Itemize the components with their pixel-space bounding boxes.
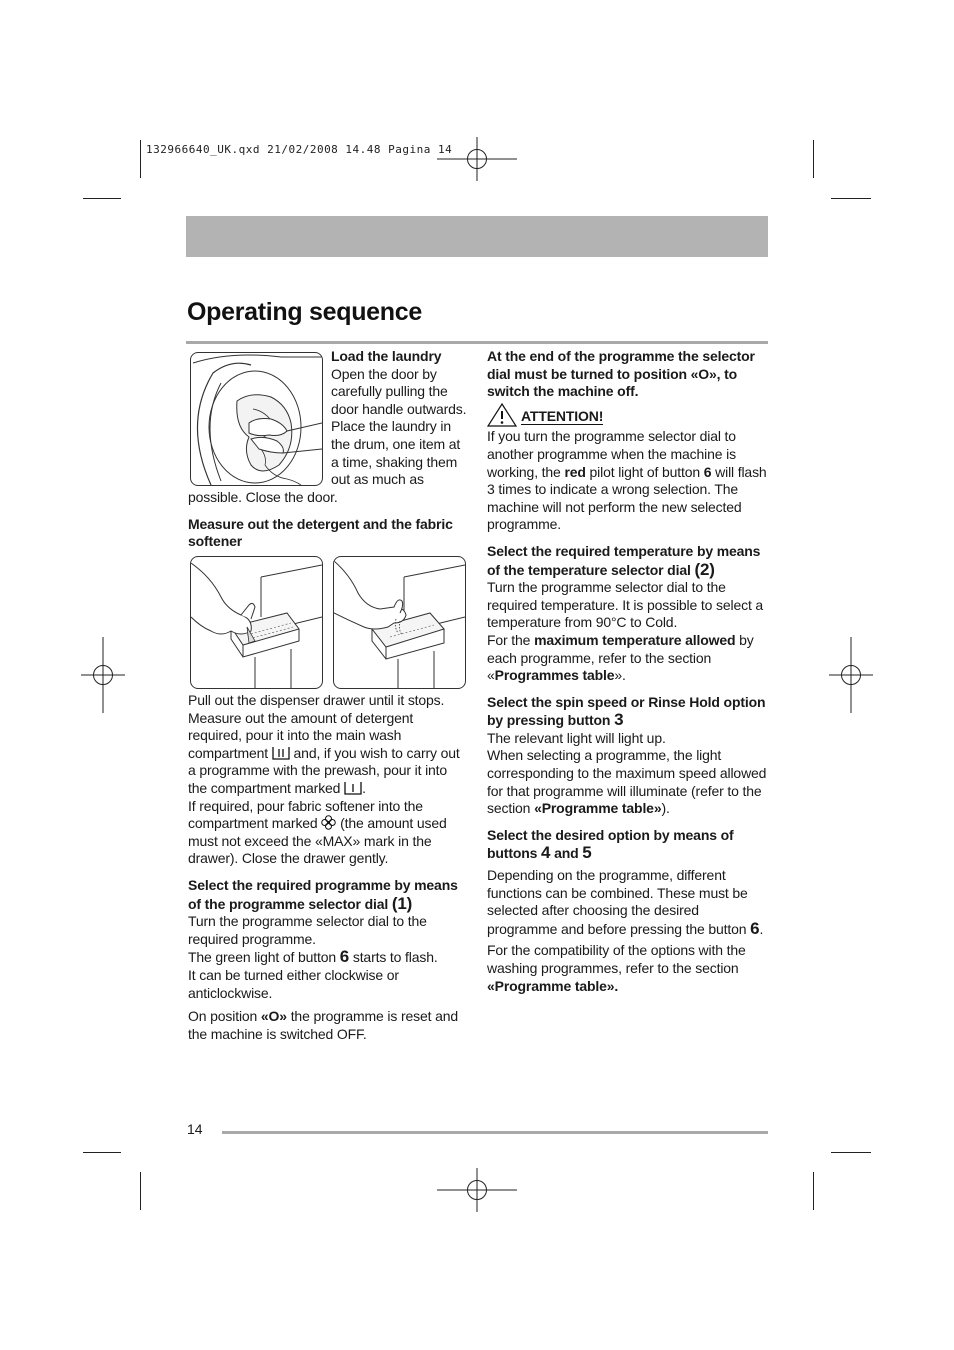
spin-speed-heading: Select the spin speed or Rinse Hold option by pressing button 3: [487, 693, 766, 730]
select-programme-heading: Select the required programme by means of the programme selector dial (1): [188, 876, 458, 913]
fabric-softener-text: If required, pour fabric softener into the compartment marked (the amount used must not exceed the «MAX» mark in the drawer). Close the drawer gently.: [188, 797, 447, 867]
end-of-programme-heading: At the end of the programme the selector dial must be turned to position «O», to switch the machine off.: [487, 348, 755, 400]
footer-rule: [222, 1131, 768, 1134]
attention-text: If you turn the programme selector dial to another programme when the machine is working, the red pilot light of button 6 will flash 3 times to indicate a wrong selection. The machine will not perform the new selected programme.: [487, 428, 767, 533]
header-band: [186, 216, 768, 257]
registration-mark-bottom: [437, 1168, 517, 1212]
fabric-softener-flower-icon: [321, 815, 336, 830]
options-heading: Select the desired option by means of buttons 4 and 5: [487, 826, 734, 863]
load-laundry-text-end: possible. Close the door.: [188, 489, 338, 505]
temperature-text: Turn the programme selector dial to the required temperature. It is possible to select a temperature from 90°C to Cold.: [487, 579, 764, 631]
compatibility-text: For the compatibility of the options with the washing programmes, refer to the section «Programme table».: [487, 942, 746, 994]
measure-detergent-text: Pull out the dispenser drawer until it stops. Measure out the amount of detergent required, pour it into the main wash compartment and, if you wish to carry out a programme with the prewash, pour it into the compartment marked .: [188, 692, 460, 796]
page-number: 14: [187, 1121, 203, 1137]
registration-mark-top: [437, 137, 517, 181]
load-laundry-text: Open the door by carefully pulling the door handle outwards. Place the laundry in the drum, one item at a time, shaking them out as much as: [331, 365, 467, 488]
dispenser-drawer-illustration-2: [333, 556, 466, 689]
warning-triangle-icon: [487, 403, 517, 427]
attention-label-row: [487, 408, 767, 426]
options-text: Depending on the programme, different functions can be combined. These must be selected after choosing the desired programme and before pressing the button 6.: [487, 867, 764, 938]
off-position-text: On position «O» the programme is reset and the machine is switched OFF.: [188, 1008, 458, 1042]
page-title: Operating sequence: [187, 298, 422, 326]
green-light-text: The green light of button 6 starts to flash.: [188, 947, 438, 967]
load-laundry-heading: Load the laundry: [331, 348, 442, 364]
load-laundry-illustration: [190, 352, 323, 486]
prewash-compartment-icon: [344, 781, 362, 795]
title-rule: [186, 341, 768, 344]
main-wash-compartment-icon: [272, 746, 290, 760]
max-temperature-text: For the maximum temperature allowed by each programme, refer to the section «Programmes table».: [487, 631, 754, 684]
measure-detergent-heading: Measure out the detergent and the fabric softener: [188, 515, 453, 550]
print-slug: 132966640_UK.qxd 21/02/2008 14.48 Pagina 14: [146, 143, 453, 156]
attention-label: ATTENTION!: [521, 407, 604, 424]
spin-speed-text: When selecting a programme, the light corresponding to the maximum speed allowed for that programme will illuminate (refer to the section «Programme table»).: [487, 747, 767, 817]
spin-light-text: The relevant light will light up.: [487, 729, 666, 746]
registration-mark-left: [81, 637, 125, 713]
dispenser-drawer-illustration-1: [190, 556, 323, 689]
select-programme-text: Turn the programme selector dial to the required programme.: [188, 913, 427, 947]
temperature-heading: Select the required temperature by means of the temperature selector dial (2): [487, 542, 761, 579]
rotation-text: It can be turned either clockwise or anticlockwise.: [188, 966, 399, 1001]
registration-mark-right: [829, 637, 873, 713]
